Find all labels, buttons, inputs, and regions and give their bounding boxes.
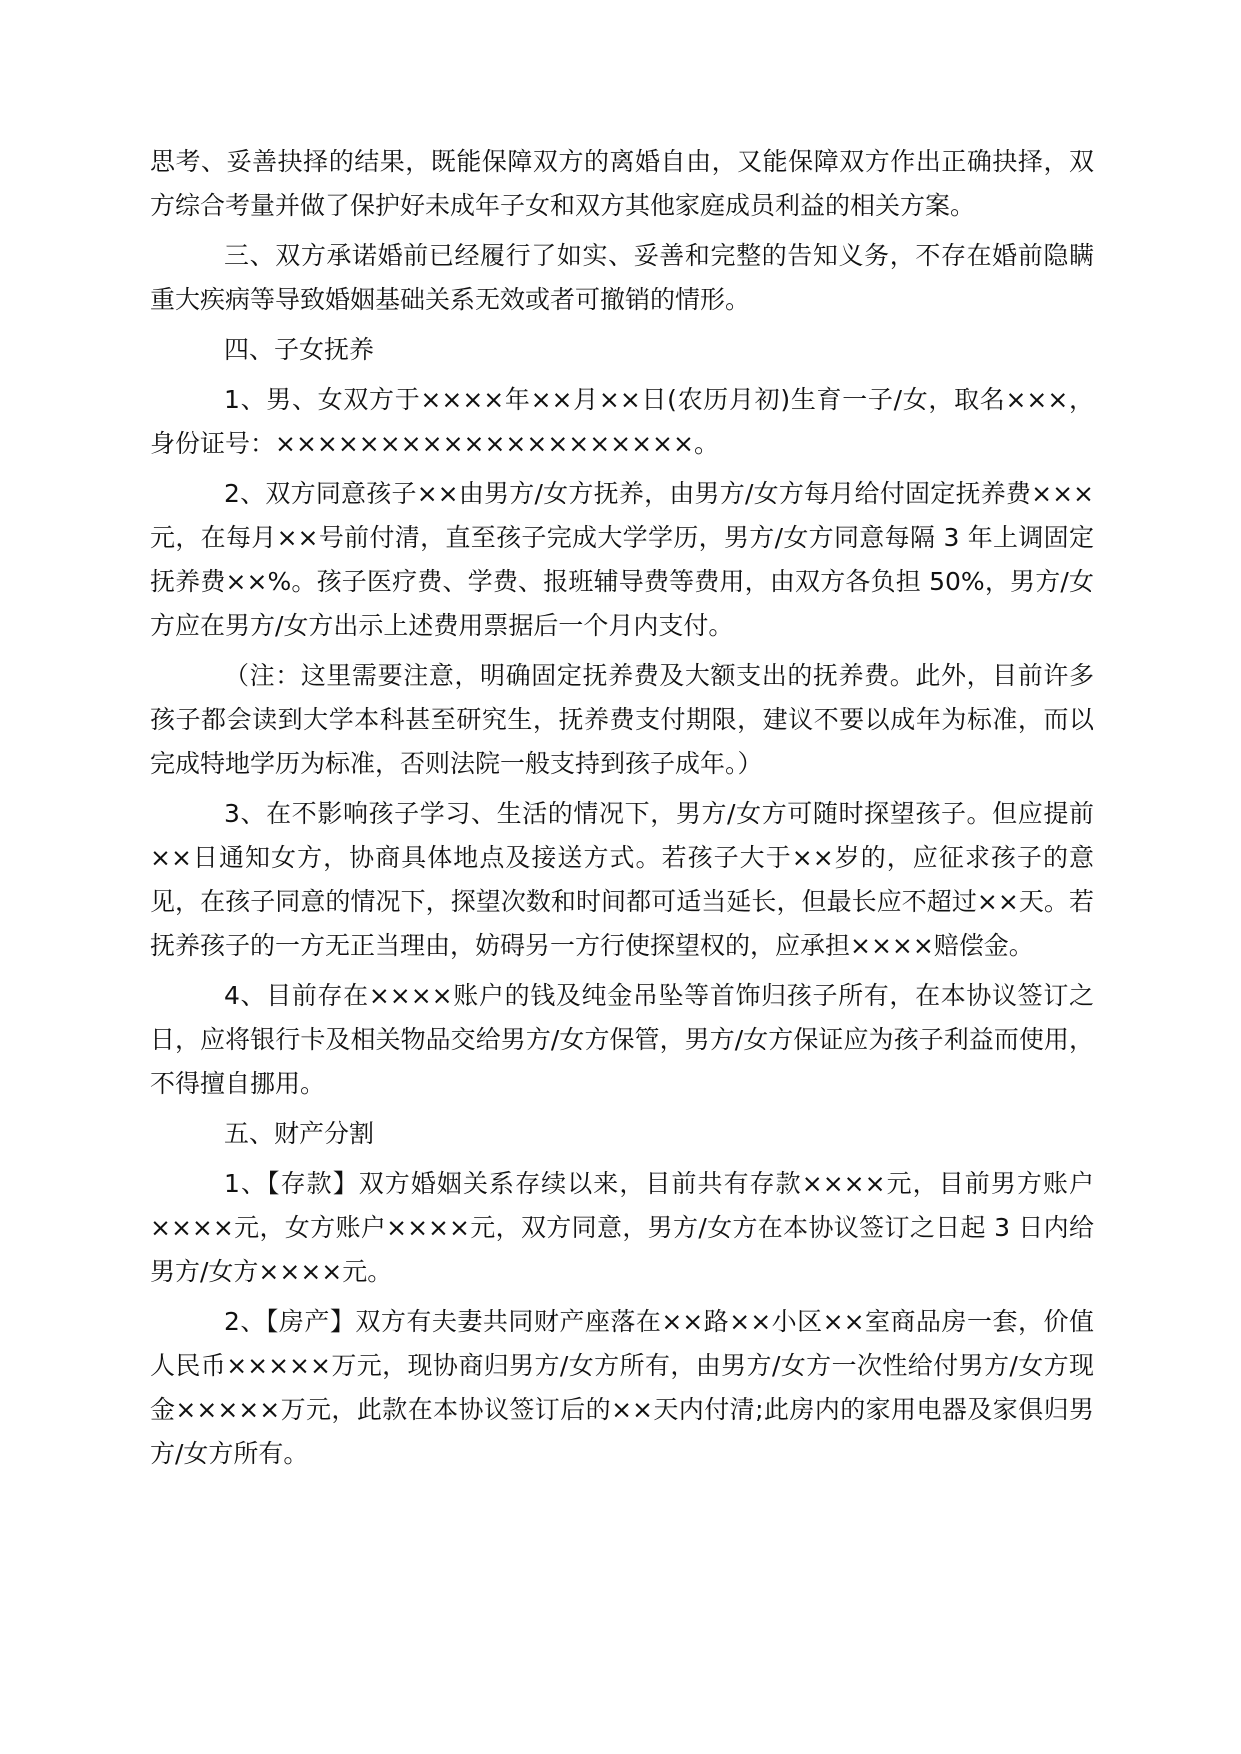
paragraph-custody-2: 2、双方同意孩子××由男方/女方抚养，由男方/女方每月给付固定抚养费×××元，在每月××号前付清，直至孩子完成大学学历，男方/女方同意每隔 3 年上调固定抚养费××%。孩子医疗费、学费、报班辅导费等费用，由双方各负担 50%，男方/女方应在男方/女方出示上述费用票据后一个月内支付。	[150, 479, 1094, 640]
heading-child-custody: 四、子女抚养	[224, 335, 375, 364]
paragraph-custody-3: 3、在不影响孩子学习、生活的情况下，男方/女方可随时探望孩子。但应提前××日通知女方，协商具体地点及接送方式。若孩子大于××岁的，应征求孩子的意见，在孩子同意的情况下，探望次数和时间都可适当延长，但最长应不超过××天。若抚养孩子的一方无正当理由，妨碍另一方行使探望权的，应承担××××赔偿金。	[150, 799, 1094, 960]
paragraph-section-three: 三、双方承诺婚前已经履行了如实、妥善和完整的告知义务，不存在婚前隐瞒重大疾病等导致婚姻基础关系无效或者可撤销的情形。	[150, 241, 1094, 314]
paragraph-custody-4: 4、目前存在××××账户的钱及纯金吊坠等首饰归孩子所有，在本协议签订之日，应将银行卡及相关物品交给男方/女方保管，男方/女方保证应为孩子利益而使用，不得擅自挪用。	[150, 981, 1094, 1098]
paragraph-property-2: 2、【房产】双方有夫妻共同财产座落在××路××小区××室商品房一套，价值人民币×××××万元，现协商归男方/女方所有，由男方/女方一次性给付男方/女方现金×××××万元，此款在本协议签订后的××天内付清;此房内的家用电器及家俱归男方/女方所有。	[150, 1307, 1094, 1468]
paragraph-continued: 思考、妥善抉择的结果，既能保障双方的离婚自由，又能保障双方作出正确抉择，双方综合考量并做了保护好未成年子女和双方其他家庭成员利益的相关方案。	[150, 147, 1094, 220]
paragraph-note: （注：这里需要注意，明确固定抚养费及大额支出的抚养费。此外，目前许多孩子都会读到大学本科甚至研究生，抚养费支付期限，建议不要以成年为标准，而以完成特地学历为标准，否则法院一般支持到孩子成年。）	[150, 661, 1094, 778]
document-page	[150, 140, 1094, 1482]
heading-property-division: 五、财产分割	[224, 1119, 375, 1148]
paragraph-custody-1: 1、男、女双方于××××年××月××日(农历月初)生育一子/女，取名×××，身份证号：××××××××××××××××××××。	[150, 385, 1094, 458]
paragraph-property-1: 1、【存款】双方婚姻关系存续以来，目前共有存款××××元，目前男方账户××××元，女方账户××××元，双方同意，男方/女方在本协议签订之日起 3 日内给男方/女方××××元。	[150, 1169, 1094, 1286]
